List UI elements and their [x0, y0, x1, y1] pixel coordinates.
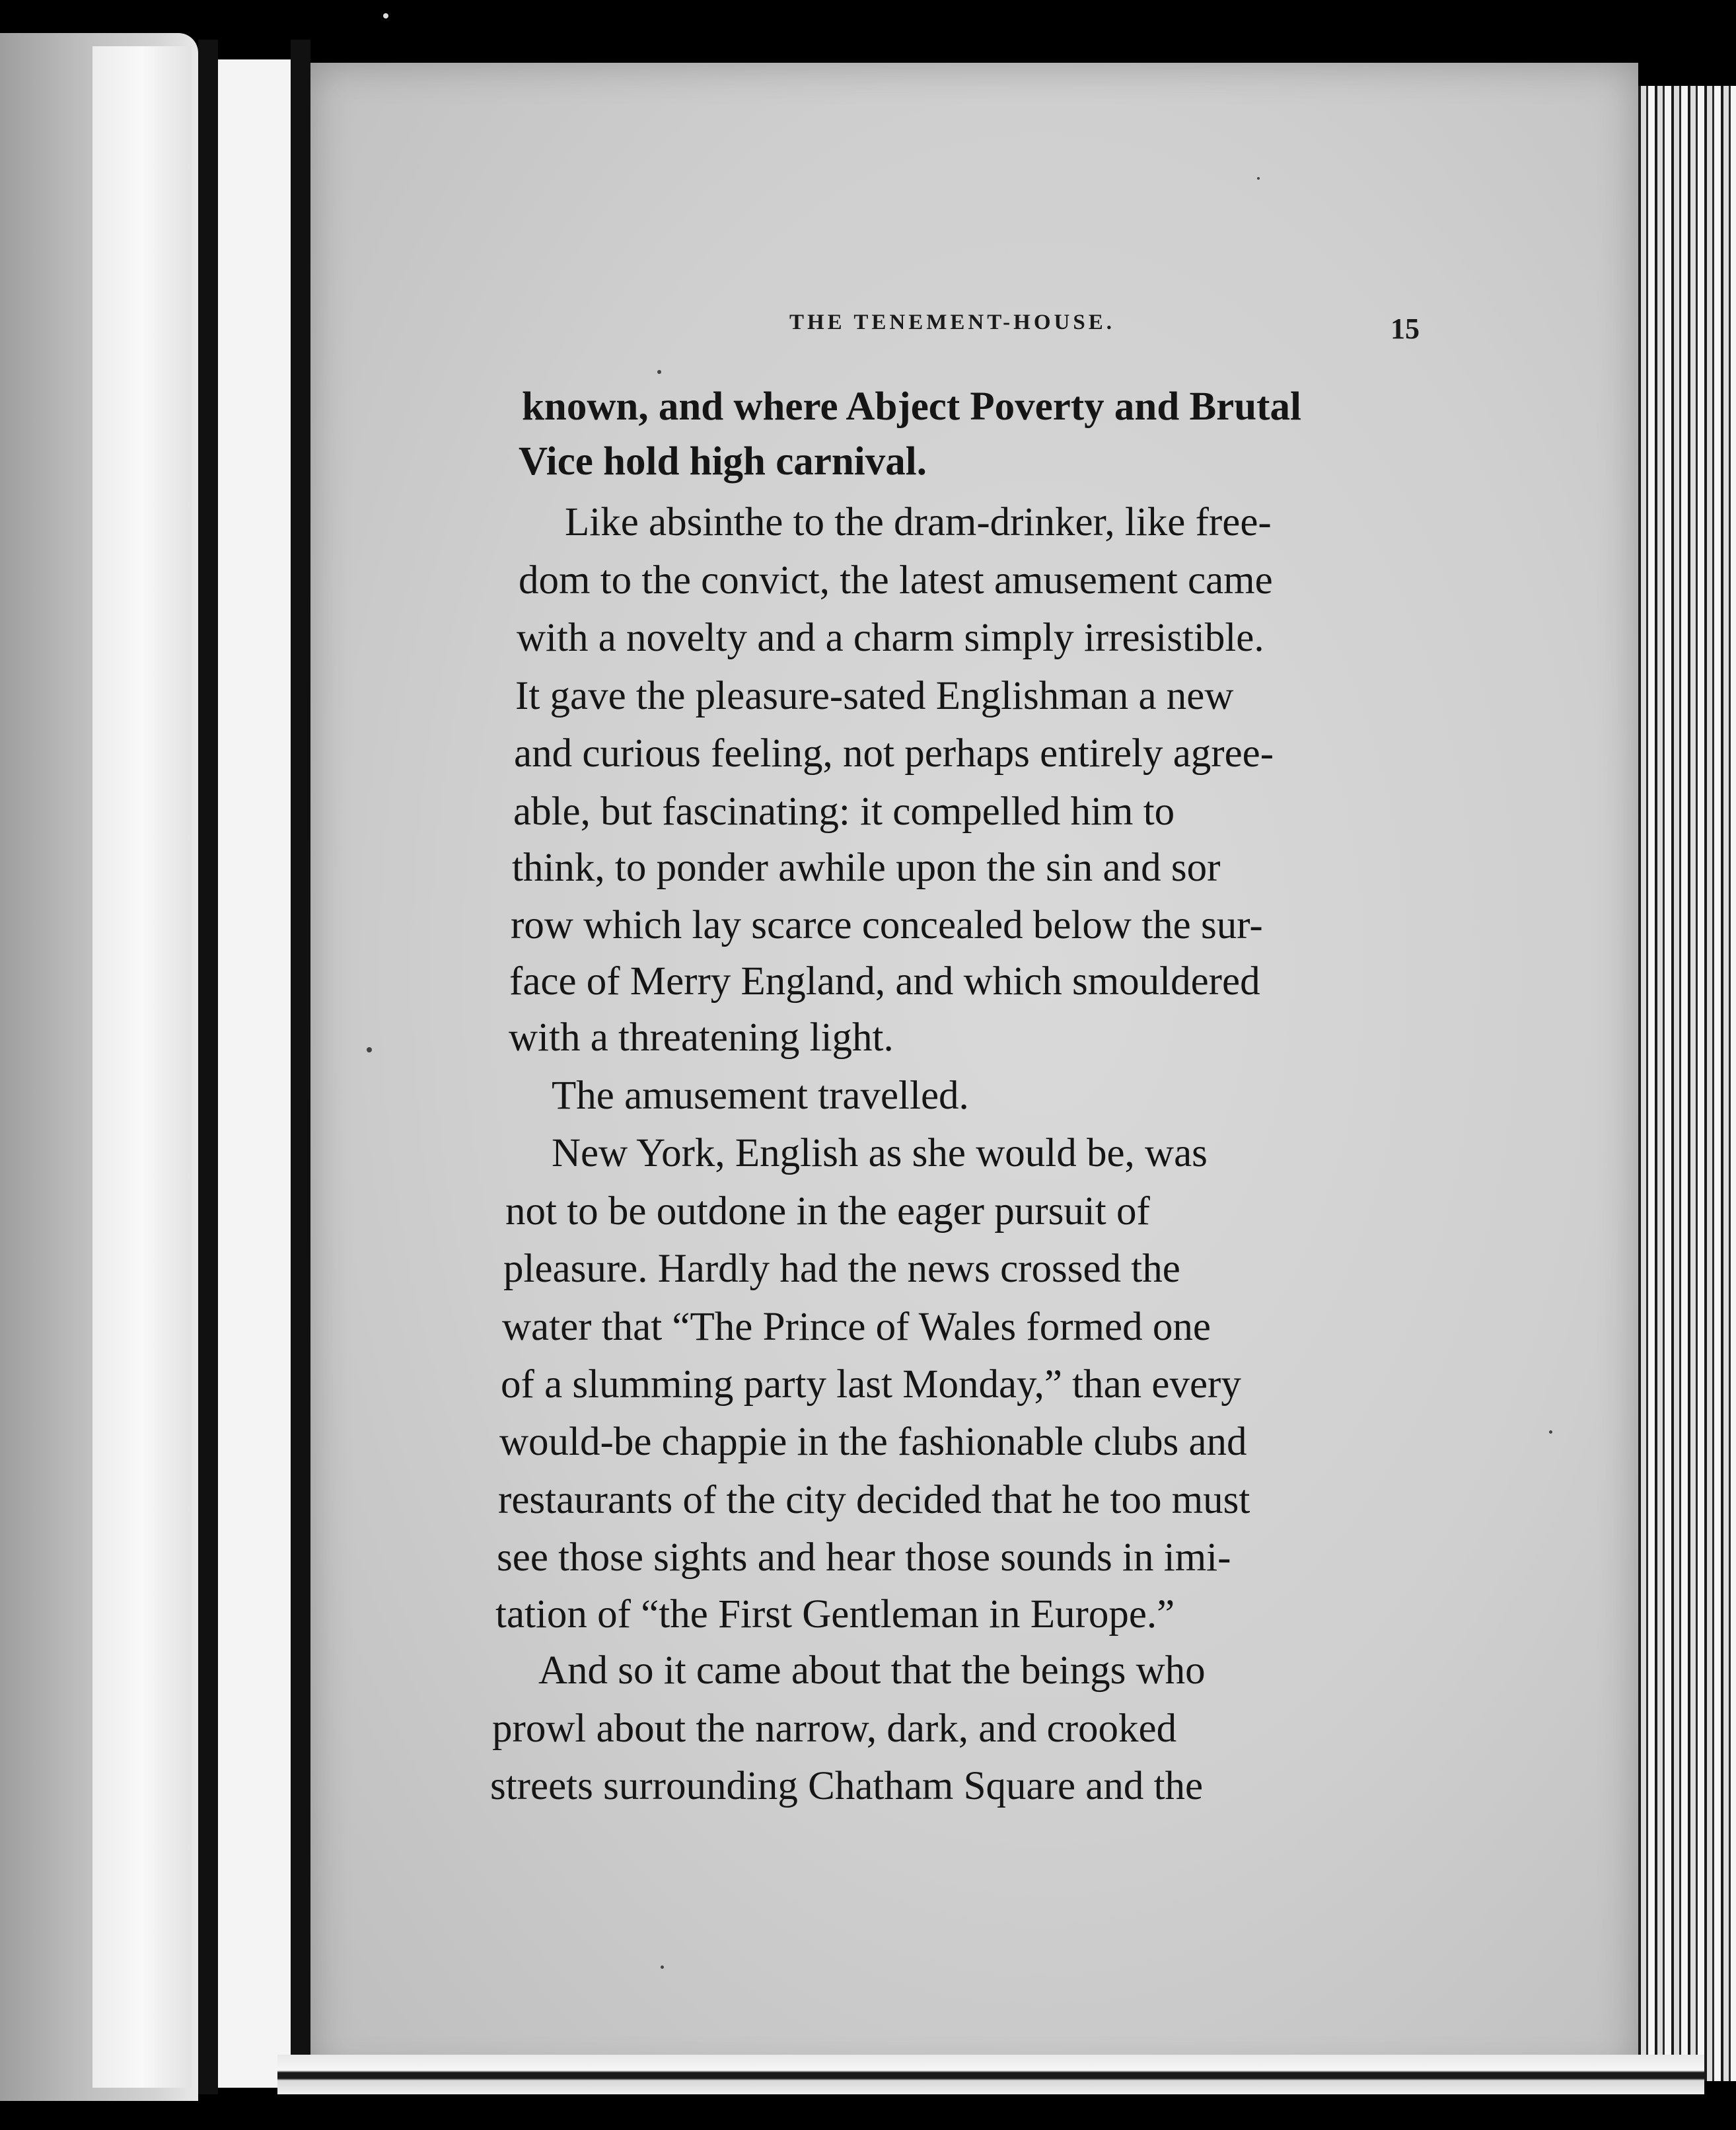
text-line: face of Merry England, and which smouldered	[509, 959, 1260, 1004]
text-line: known, and where Abject Poverty and Brutal	[522, 385, 1301, 429]
text-line: dom to the convict, the latest amusement came	[519, 558, 1273, 603]
text-line: tation of “the First Gentleman in Europe.”	[495, 1592, 1175, 1636]
text-line: would-be chappie in the fashionable clubs and	[499, 1420, 1247, 1464]
text-line: The amusement travelled.	[552, 1074, 969, 1118]
text-line: of a slumming party last Monday,” than every	[501, 1362, 1241, 1407]
text-line: able, but fascinating: it compelled him to	[513, 790, 1175, 834]
text-line: restaurants of the city decided that he too must	[498, 1478, 1250, 1522]
text-line: think, to ponder awhile upon the sin and sor	[512, 846, 1221, 890]
previous-page-highlight	[92, 46, 192, 2088]
page-number: 15	[1391, 312, 1420, 345]
gutter-paper	[218, 59, 291, 2088]
text-line: streets surrounding Chatham Square and the	[490, 1764, 1204, 1808]
running-head: THE TENEMENT-HOUSE.	[789, 311, 1115, 334]
text-line: water that “The Prince of Wales formed one	[502, 1305, 1211, 1349]
text-line: Vice hold high carnival.	[519, 439, 927, 484]
text-line: not to be outdone in the eager pursuit of	[505, 1189, 1150, 1233]
text-line: with a threatening light.	[509, 1015, 894, 1060]
text-line: pleasure. Hardly had the news crossed the	[503, 1247, 1180, 1291]
text-line: with a novelty and a charm simply irresistible.	[517, 616, 1264, 660]
text-line: row which lay scarce concealed below the sur-	[511, 903, 1263, 947]
page-bottom-edge	[277, 2055, 1704, 2094]
text-line: see those sights and hear those sounds in imi-	[497, 1535, 1231, 1580]
gutter-shadow-inner	[291, 40, 310, 2094]
text-line: New York, English as she would be, was	[552, 1131, 1208, 1175]
gutter-shadow	[198, 40, 218, 2094]
text-line: prowl about the narrow, dark, and crooked	[492, 1707, 1177, 1751]
text-line: It gave the pleasure-sated Englishman a new	[515, 674, 1234, 718]
text-line: Like absinthe to the dram-drinker, like free-	[565, 500, 1272, 544]
text-line: And so it came about that the beings who	[538, 1648, 1206, 1693]
page-stack-edge	[1632, 86, 1736, 2081]
text-line: and curious feeling, not perhaps entirely agree-	[514, 731, 1274, 776]
